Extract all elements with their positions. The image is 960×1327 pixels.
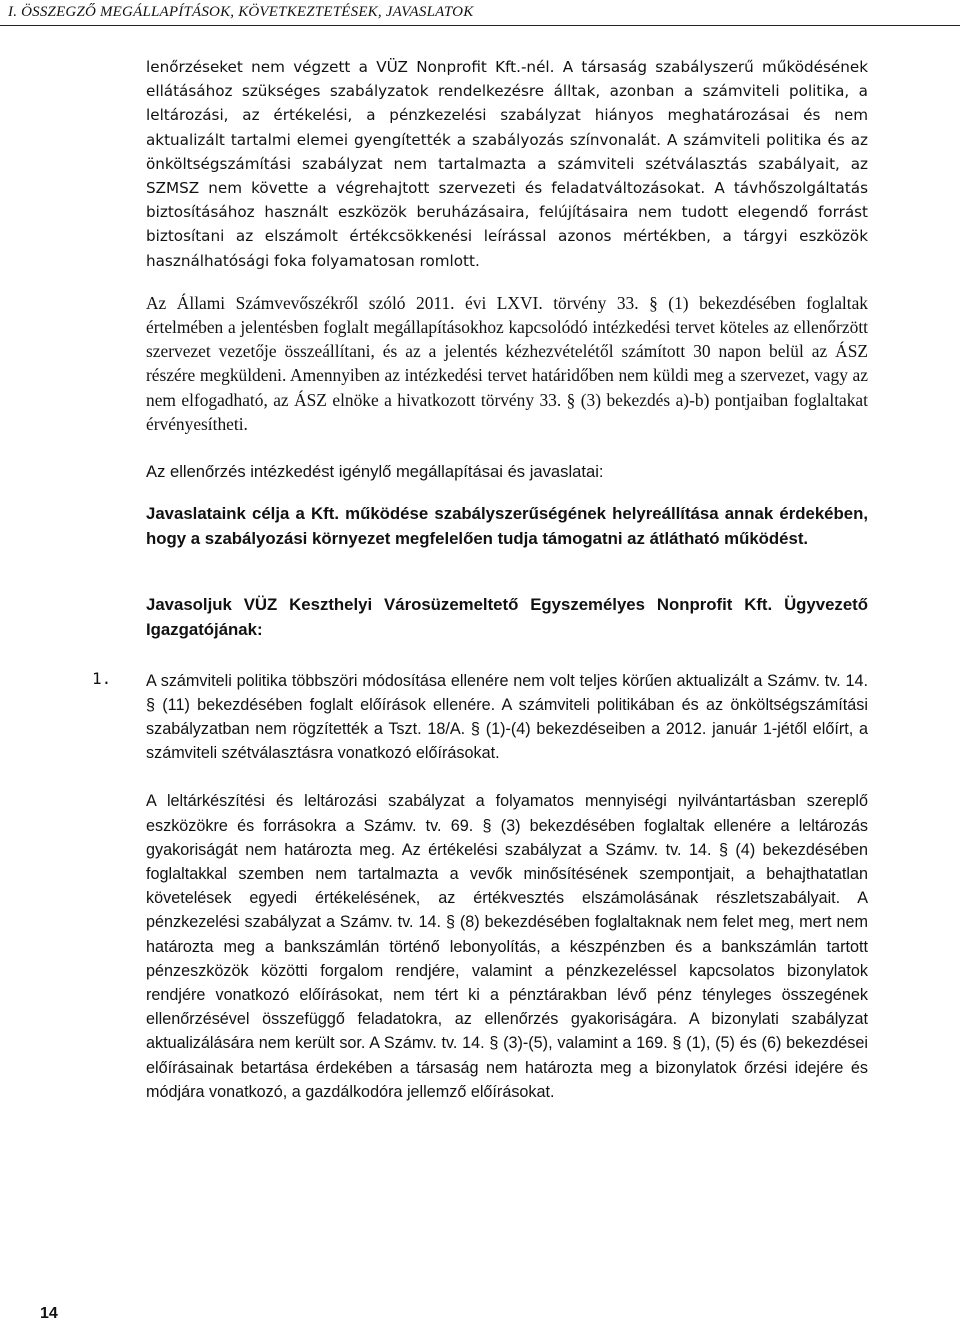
item-number: 1. [92,668,112,688]
paragraph-recommendations-intro: Az ellenőrzés intézkedést igénylő megállapításai és javaslatai: [146,462,604,482]
header-divider [0,25,960,26]
paragraph-audit-findings: lenőrzéseket nem végzett a VÜZ Nonprofit Kft.-nél. A társaság szabályszerű működésének ellátásához szükséges szabályzatok rendelkezésre álltak, azonban a számviteli politika, a leltározási, az értékelési, a pénzkezelési szabályzat hiányos meghatározásai és nem aktualizált tartalmi elemei gyengítették a szabályozás színvonalát. A számviteli politika és az önköltségszámítási szabályzat nem tartalmazta a számviteli szétválasztás szabályait, az SZMSZ nem követte a végrehajtott szervezeti és feladatváltozásokat. A távhőszolgáltatás biztosításához használt eszközök beruházásaira, felújításaira nem tudott elegendő forrást biztosítani az elszámolt értékcsökkenési leírással azonos mértékben, a tárgyi eszközök használhatósági foka folyamatosan romlott. [146,58,868,270]
recommendations-addressee-heading: Javasoljuk VÜZ Keszthelyi Városüzemeltető Egyszemélyes Nonprofit Kft. Ügyvezető Igazgatójának: [146,595,868,640]
recommendation-item-1 [92,668,868,1104]
page-body [92,55,868,1104]
recommendation-text: A számviteli politika többszöri módosítása ellenére nem volt teljes körűen aktualizált a Számv. tv. 14. § (11) bekezdésében foglalt előírások ellenére. A számviteli politikában és az önköltségszámítási szabályzatban nem rögzítették a Tszt. 18/A. § (1)-(4) bekezdéseiben a 2012. január 1-jétől előírt, a számviteli szétválasztásra vonatkozó előírásokat. [146,671,868,763]
recommendation-text-continued: A leltárkészítési és leltározási szabályzat a folyamatos mennyiségi nyilvántartásban szereplő eszközökre és forrásokra a Számv. tv. 69. § (3) bekezdésében foglaltak ellenére a leltározás gyakoriságát nem határozta meg. Az értékelési szabályzat a Számv. tv. 14. § (4) bekezdésében foglaltakkal szemben nem tartalmazta a vevők minősítésének szempontjait, a behajthatatlan követelések egyedi értékelésének, az értékvesztés elszámolásának részletszabályait. A pénzkezelési szabályzat a Számv. tv. 14. § (8) bekezdésében foglaltaknak nem felet meg, mert nem határozta meg a bankszámlán történő lebonyolítás, a készpénzben és a bankszámlán tartott pénzeszközök közötti forgalom rendjére, valamint a pénzkezeléssel kapcsolatos bizonylatok rendjére vonatkozó előírásokat, nem tért ki a pénztárakban lévő pénz tényleges összegének ellenőrzésével összefüggő feladatokra, az ellenőrzés gyakoriságára. A bizonylati szabályzat aktualizálására nem került sor. A Számv. tv. 14. § (3)-(5), valamint a 169. § (1), (5) és (6) bekezdései előírásainak betartása érdekében a társaság nem határozta meg a bizonylatok őrzési idejére és módjára vonatkozó, a gazdálkodóra jellemző előírásokat. [146,792,868,1101]
paragraph-legal-basis: Az Állami Számvevőszékről szóló 2011. évi LXVI. törvény 33. § (1) bekezdésében foglaltak értelmében a jelentésben foglalt megállapításokhoz kapcsolódó intézkedési tervet köteles az ellenőrzött szervezet vezetője összeállítani, és az a jelentés kézhezvételétől számított 30 napon belül az ÁSZ részére megküldeni. Amennyiben az intézkedési tervet határidőben nem küldi meg a szervezet, vagy az nem elfogadható, az ÁSZ elnöke a hivatkozott törvény 33. § (3) bekezdés a)-b) pontjaiban foglaltakat érvényesítheti. [146,292,868,434]
page-number: 14 [40,1305,58,1322]
running-header: I. ÖSSZEGZŐ MEGÁLLAPÍTÁSOK, KÖVETKEZTETÉSEK, JAVASLATOK [8,4,474,20]
recommendations-goal-heading: Javaslataink célja a Kft. működése szabályszerűségének helyreállítása annak érdekében, hogy a szabályozási környezet megfelelően tudja támogatni az átlátható működést. [146,504,868,548]
